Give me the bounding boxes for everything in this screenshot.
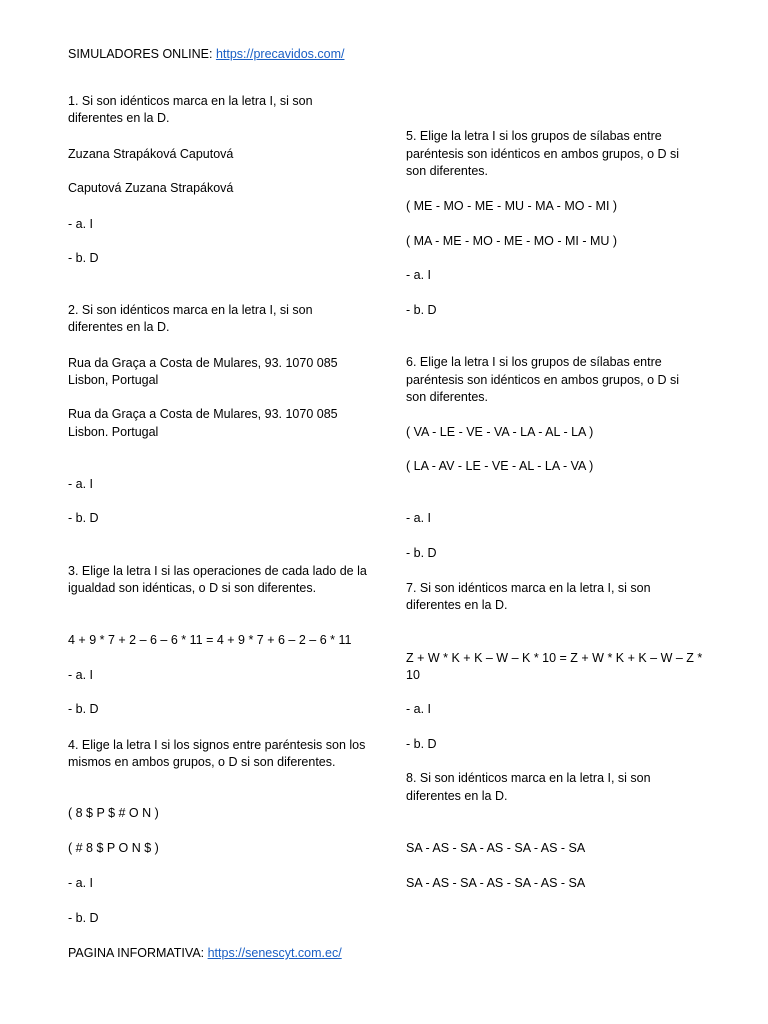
q2-item-b-line-1: Rua da Graça a Costa de Mulares, 93. 1070 085 (68, 407, 338, 421)
q7-prompt-line-1: 7. Si son idénticos marca en la letra I, si son (406, 581, 651, 595)
q5-item-b: ( MA - ME - MO - ME - MO - MI - MU ) (406, 234, 618, 248)
q1-item-a: Zuzana Strapáková Caputová (68, 147, 234, 161)
footer-label: PAGINA INFORMATIVA: (68, 946, 208, 960)
q2-option-b[interactable]: - b. D (68, 511, 99, 525)
q4-item-b: ( # 8 $ P O N $ ) (68, 841, 159, 855)
q2-prompt-line-1: 2. Si son idénticos marca en la letra I, si son (68, 303, 313, 317)
q1-option-a[interactable]: - a. I (68, 217, 94, 231)
q7-option-a[interactable]: - a. I (406, 702, 432, 716)
q7-expression-line-1: Z + W * K + K – W – K * 10 = Z + W * K + K – W – Z * (406, 651, 703, 665)
q4-prompt-line-2: mismos en ambos grupos, o D si son diferentes. (68, 755, 336, 769)
q5-prompt-line-1: 5. Elige la letra I si los grupos de sílabas entre (406, 129, 662, 143)
q6-option-a[interactable]: - a. I (406, 511, 432, 525)
q1-option-b[interactable]: - b. D (68, 251, 99, 265)
q1-prompt-line-2: diferentes en la D. (68, 111, 170, 125)
q3-expression: 4 + 9 * 7 + 2 – 6 – 6 * 11 = 4 + 9 * 7 + 6 – 2 – 6 * 11 (68, 633, 352, 647)
q5-item-a: ( ME - MO - ME - MU - MA - MO - MI ) (406, 199, 618, 213)
q1-item-b: Caputová Zuzana Strapáková (68, 181, 234, 195)
q5-prompt-line-3: son diferentes. (406, 164, 488, 178)
q2-item-b-line-2: Lisbon. Portugal (68, 425, 159, 439)
q6-prompt-line-2: paréntesis son idénticos en ambos grupos, o D si (406, 373, 680, 387)
q8-prompt-line-1: 8. Si son idénticos marca en la letra I, si son (406, 771, 651, 785)
footer-line (68, 945, 342, 962)
q6-prompt-line-1: 6. Elige la letra I si los grupos de sílabas entre (406, 355, 662, 369)
q6-item-a: ( VA - LE - VE - VA - LA - AL - LA ) (406, 425, 594, 439)
q5-prompt-line-2: paréntesis son idénticos en ambos grupos, o D si (406, 147, 680, 161)
q7-expression-line-2: 10 (406, 668, 420, 682)
q4-prompt-line-1: 4. Elige la letra I si los signos entre paréntesis son los (68, 738, 366, 752)
q5-option-b[interactable]: - b. D (406, 303, 437, 317)
q3-option-b[interactable]: - b. D (68, 702, 99, 716)
q2-prompt-line-2: diferentes en la D. (68, 320, 170, 334)
q7-option-b[interactable]: - b. D (406, 737, 437, 751)
q6-item-b: ( LA - AV - LE - VE - AL - LA - VA ) (406, 459, 594, 473)
q8-prompt-line-2: diferentes en la D. (406, 789, 508, 803)
q3-prompt-line-1: 3. Elige la letra I si las operaciones de cada lado de la (68, 564, 367, 578)
q6-option-b[interactable]: - b. D (406, 546, 437, 560)
q2-item-a-line-2: Lisbon, Portugal (68, 373, 159, 387)
header-label: SIMULADORES ONLINE: (68, 47, 216, 61)
header-line (68, 46, 344, 63)
q4-option-a[interactable]: - a. I (68, 876, 94, 890)
q8-item-a: SA - AS - SA - AS - SA - AS - SA (406, 841, 586, 855)
q7-prompt-line-2: diferentes en la D. (406, 598, 508, 612)
q4-option-b[interactable]: - b. D (68, 911, 99, 925)
q1-prompt-line-1: 1. Si son idénticos marca en la letra I, si son (68, 94, 313, 108)
q5-option-a[interactable]: - a. I (406, 268, 432, 282)
q2-item-a-line-1: Rua da Graça a Costa de Mulares, 93. 1070 085 (68, 356, 338, 370)
info-link[interactable]: https://senescyt.com.ec/ (207, 946, 342, 960)
simulators-link[interactable]: https://precavidos.com/ (215, 47, 345, 61)
q3-option-a[interactable]: - a. I (68, 668, 94, 682)
q6-prompt-line-3: son diferentes. (406, 390, 488, 404)
q8-item-b: SA - AS - SA - AS - SA - AS - SA (406, 876, 586, 890)
q3-prompt-line-2: igualdad son idénticas, o D si son diferentes. (68, 581, 317, 595)
q4-item-a: ( 8 $ P $ # O N ) (68, 806, 159, 820)
q2-option-a[interactable]: - a. I (68, 477, 94, 491)
